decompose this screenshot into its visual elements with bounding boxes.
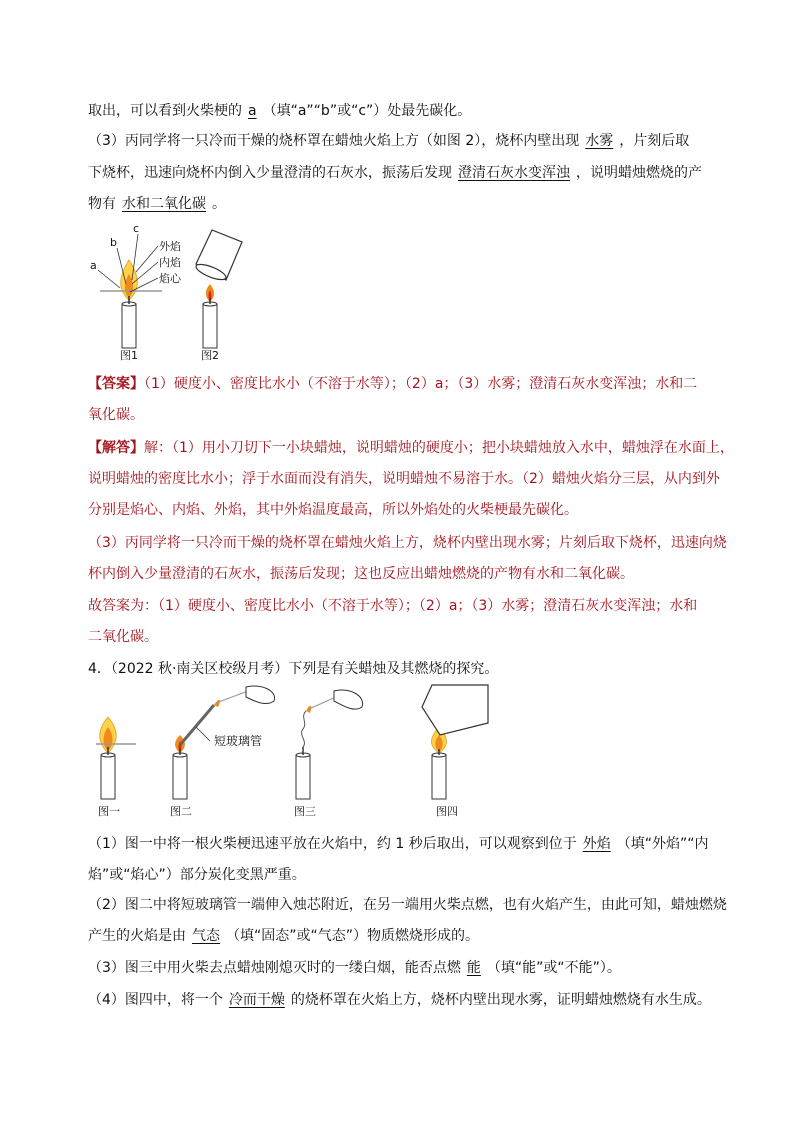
answer-tag: 【答案】 <box>88 376 144 392</box>
label-c: c <box>133 222 140 235</box>
final-answer-line1: 故答案为：（1）硬度小、密度比水小（不溶于水等）；（2）a；（3）水雾；澄清石灰水变浑浊；水和 <box>88 598 698 614</box>
q3-line2: （3）丙同学将一只冷而干燥的烧杯罩在蜡烛火焰上方（如图 2），烧杯内壁出现 水雾 ，片刻后取 <box>88 133 690 149</box>
label-b: b <box>110 236 117 249</box>
q3-line1: 取出，可以看到火柴梗的 a （填“a”“b”或“c”）处最先碳化。 <box>88 103 472 119</box>
caption-fig-two: 图二 <box>170 805 192 818</box>
analysis-line5: 杯内倒入少量澄清的石灰水，振荡后发现；这也反应出蜡烛燃烧的产物有水和二氧化碳。 <box>88 566 634 582</box>
caption-fig-one: 图一 <box>98 805 120 818</box>
q4-p3: （3）图三中用火柴去点蜡烛刚熄灭时的一缕白烟，能否点燃 能 （填“能”或“不能”）。 <box>88 960 621 976</box>
blank-answer: a <box>248 103 257 119</box>
q4-p2-line2: 产生的火焰是由 气态 （填“固态”或“气态”）物质燃烧形成的。 <box>88 928 480 944</box>
figure-q4 <box>96 683 516 823</box>
caption-fig2: 图2 <box>201 349 219 362</box>
label-inner-flame: 内焰 <box>159 256 181 269</box>
label-short-glass-tube: 短玻璃管 <box>214 734 263 748</box>
caption-fig1: 图1 <box>120 349 138 362</box>
q3-line4: 物有 水和二氧化碳 。 <box>88 196 226 212</box>
q4-p1-line1: （1）图一中将一根火柴梗迅速平放在火焰中，约 1 秒后取出，可以观察到位于 外焰 （填“外焰”“内 <box>88 836 709 852</box>
analysis-line3: 分别是焰心、内焰、外焰，其中外焰温度最高，所以外焰处的火柴梗最先碳化。 <box>88 502 578 518</box>
label-a: a <box>90 259 97 272</box>
q4-p4: （4）图四中，将一个 冷而干燥 的烧杯罩在火焰上方，烧杯内壁出现水雾，证明蜡烛燃烧有水生成。 <box>88 992 711 1008</box>
figure-1-2 <box>86 222 246 362</box>
q3-line3: 下烧杯，迅速向烧杯内倒入少量澄清的石灰水，振荡后发现 澄清石灰水变浑浊 ，说明蜡烛燃烧的产 <box>88 165 702 181</box>
analysis-line2: 说明蜡烛的密度比水小；浮于水面而没有消失，说明蜡烛不易溶于水。（2）蜡烛火焰分三层，从内到外 <box>88 471 720 487</box>
blank-answer: 水和二氧化碳 <box>122 196 206 212</box>
analysis-tag: 【解答】 <box>88 440 144 456</box>
answer-line2: 氧化碳。 <box>88 407 144 423</box>
q4-p2-line1: （2）图二中将短玻璃管一端伸入烛芯附近，在另一端用火柴点燃，也有火焰产生，由此可知，蜡烛燃烧 <box>88 897 727 913</box>
blank-answer: 澄清石灰水变浑浊 <box>458 165 570 181</box>
label-flame-core: 焰心 <box>159 272 181 285</box>
label-outer-flame: 外焰 <box>159 240 181 253</box>
blank-answer: 外焰 <box>582 836 611 852</box>
q4-p1-line2: 焰”或“焰心”）部分炭化变黑严重。 <box>88 867 306 883</box>
blank-answer: 冷而干燥 <box>228 992 285 1008</box>
caption-fig-three: 图三 <box>294 805 316 818</box>
answer-line1: 【答案】（1）硬度小、密度比水小（不溶于水等）；（2）a；（3）水雾；澄清石灰水变浑浊；水和二 <box>88 376 698 392</box>
blank-answer: 能 <box>466 960 481 976</box>
blank-answer: 气态 <box>192 928 220 944</box>
blank-answer: 水雾 <box>585 133 614 149</box>
final-answer-line2: 二氧化碳。 <box>88 629 158 645</box>
q4-title: 4．（2022 秋·南关区校级月考）下列是有关蜡烛及其燃烧的探究。 <box>88 661 499 677</box>
caption-fig-four: 图四 <box>436 805 458 818</box>
analysis-line4: （3）丙同学将一只冷而干燥的烧杯罩在蜡烛火焰上方，烧杯内壁出现水雾；片刻后取下烧杯，迅速向烧 <box>88 535 727 551</box>
analysis-line1: 【解答】解：（1）用小刀切下一小块蜡烛，说明蜡烛的硬度小；把小块蜡烛放入水中，蜡烛浮在水面上， <box>88 440 734 456</box>
